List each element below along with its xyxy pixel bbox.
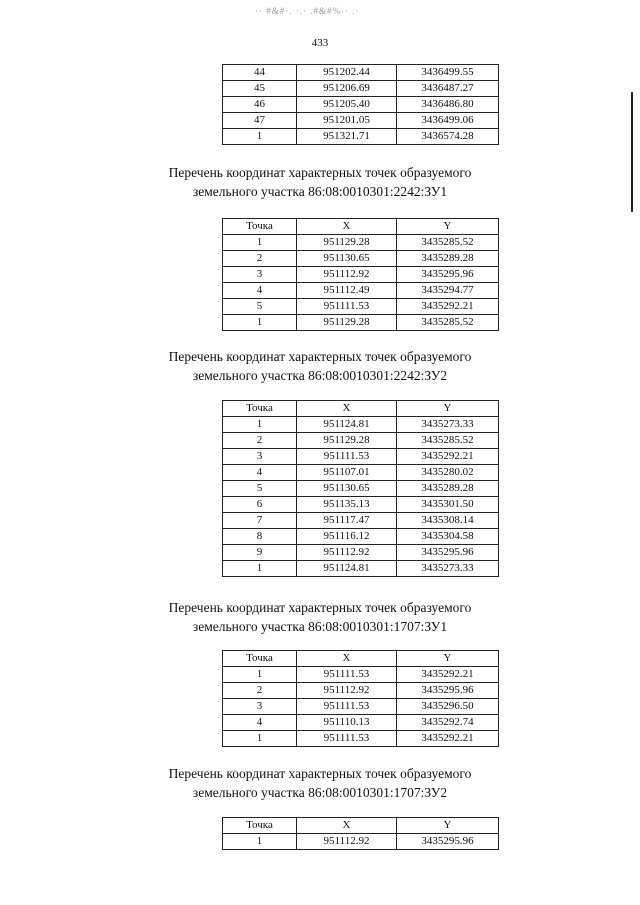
x-cell: 951112.92 bbox=[297, 683, 397, 699]
point-cell: 1 bbox=[223, 731, 297, 747]
x-cell: 951129.28 bbox=[297, 433, 397, 449]
table-row bbox=[223, 667, 499, 683]
point-cell: 1 bbox=[223, 129, 297, 145]
y-cell: 3435280.02 bbox=[397, 465, 499, 481]
x-cell: 951117.47 bbox=[297, 513, 397, 529]
point-cell: 8 bbox=[223, 529, 297, 545]
column-header-x: X bbox=[297, 651, 397, 667]
table-row bbox=[223, 283, 499, 299]
y-cell: 3435304.58 bbox=[397, 529, 499, 545]
table-row bbox=[223, 299, 499, 315]
y-cell: 3435308.14 bbox=[397, 513, 499, 529]
coordinates-table-continued bbox=[222, 64, 499, 145]
column-header-y: Y bbox=[397, 651, 499, 667]
section-title-2242-zu1 bbox=[0, 163, 640, 201]
point-cell: 1 bbox=[223, 315, 297, 331]
point-cell: 9 bbox=[223, 545, 297, 561]
table-row bbox=[223, 267, 499, 283]
table-header-row bbox=[223, 651, 499, 667]
point-cell: 4 bbox=[223, 715, 297, 731]
column-header-y: Y bbox=[397, 219, 499, 235]
section-title-line: Перечень координат характерных точек образуемого bbox=[168, 165, 472, 180]
point-cell: 44 bbox=[223, 65, 297, 81]
x-cell: 951124.81 bbox=[297, 417, 397, 433]
table-row bbox=[223, 834, 499, 850]
column-header-point: Точка bbox=[223, 651, 297, 667]
y-cell: 3435289.28 bbox=[397, 481, 499, 497]
column-header-x: X bbox=[297, 219, 397, 235]
table-row bbox=[223, 715, 499, 731]
coordinates-table-1707-zu2 bbox=[222, 817, 499, 850]
y-cell: 3435292.21 bbox=[397, 667, 499, 683]
x-cell: 951321.71 bbox=[297, 129, 397, 145]
x-cell: 951129.28 bbox=[297, 235, 397, 251]
table-row bbox=[223, 433, 499, 449]
point-cell: 3 bbox=[223, 699, 297, 715]
point-cell: 7 bbox=[223, 513, 297, 529]
y-cell: 3435285.52 bbox=[397, 315, 499, 331]
y-cell: 3435292.21 bbox=[397, 449, 499, 465]
x-cell: 951206.69 bbox=[297, 81, 397, 97]
table-row bbox=[223, 97, 499, 113]
point-cell: 47 bbox=[223, 113, 297, 129]
x-cell: 951112.92 bbox=[297, 267, 397, 283]
point-cell: 3 bbox=[223, 267, 297, 283]
column-header-y: Y bbox=[397, 818, 499, 834]
y-cell: 3435301.50 bbox=[397, 497, 499, 513]
point-cell: 3 bbox=[223, 449, 297, 465]
section-title-line: Перечень координат характерных точек образуемого bbox=[168, 349, 472, 364]
x-cell: 951111.53 bbox=[297, 699, 397, 715]
y-cell: 3436574.28 bbox=[397, 129, 499, 145]
table-row bbox=[223, 65, 499, 81]
x-cell: 951111.53 bbox=[297, 731, 397, 747]
table-row bbox=[223, 545, 499, 561]
column-header-point: Точка bbox=[223, 219, 297, 235]
table-row bbox=[223, 113, 499, 129]
point-cell: 1 bbox=[223, 235, 297, 251]
section-title-2242-zu2 bbox=[0, 347, 640, 385]
point-cell: 1 bbox=[223, 561, 297, 577]
y-cell: 3435295.96 bbox=[397, 267, 499, 283]
point-cell: 2 bbox=[223, 433, 297, 449]
point-cell: 2 bbox=[223, 251, 297, 267]
table-row bbox=[223, 251, 499, 267]
section-title-line: Перечень координат характерных точек образуемого bbox=[168, 600, 472, 615]
point-cell: 1 bbox=[223, 417, 297, 433]
x-cell: 951112.49 bbox=[297, 283, 397, 299]
point-cell: 45 bbox=[223, 81, 297, 97]
y-cell: 3435285.52 bbox=[397, 235, 499, 251]
section-title-line: земельного участка 86:08:0010301:1707:ЗУ1 bbox=[192, 619, 448, 634]
table-row bbox=[223, 529, 499, 545]
scan-header-marks: ·· #&#·. ·.· .#&#%·· .· bbox=[255, 6, 360, 16]
y-cell: 3435273.33 bbox=[397, 417, 499, 433]
point-cell: 5 bbox=[223, 299, 297, 315]
y-cell: 3435289.28 bbox=[397, 251, 499, 267]
x-cell: 951130.65 bbox=[297, 481, 397, 497]
column-header-x: X bbox=[297, 818, 397, 834]
point-cell: 6 bbox=[223, 497, 297, 513]
table-row bbox=[223, 731, 499, 747]
x-cell: 951124.81 bbox=[297, 561, 397, 577]
table-row bbox=[223, 683, 499, 699]
y-cell: 3435285.52 bbox=[397, 433, 499, 449]
y-cell: 3435294.77 bbox=[397, 283, 499, 299]
table-row bbox=[223, 465, 499, 481]
coordinates-table-2242-zu2 bbox=[222, 400, 499, 577]
point-cell: 4 bbox=[223, 283, 297, 299]
coordinates-table-1707-zu1 bbox=[222, 650, 499, 747]
y-cell: 3435292.74 bbox=[397, 715, 499, 731]
point-cell: 2 bbox=[223, 683, 297, 699]
table-row bbox=[223, 417, 499, 433]
x-cell: 951111.53 bbox=[297, 449, 397, 465]
x-cell: 951111.53 bbox=[297, 667, 397, 683]
point-cell: 1 bbox=[223, 667, 297, 683]
table-row bbox=[223, 513, 499, 529]
x-cell: 951112.92 bbox=[297, 545, 397, 561]
y-cell: 3436499.06 bbox=[397, 113, 499, 129]
table-row bbox=[223, 81, 499, 97]
y-cell: 3435295.96 bbox=[397, 834, 499, 850]
column-header-point: Точка bbox=[223, 401, 297, 417]
coordinates-table-2242-zu1 bbox=[222, 218, 499, 331]
x-cell: 951130.65 bbox=[297, 251, 397, 267]
column-header-point: Точка bbox=[223, 818, 297, 834]
section-title-line: земельного участка 86:08:0010301:2242:ЗУ1 bbox=[192, 184, 448, 199]
column-header-y: Y bbox=[397, 401, 499, 417]
y-cell: 3436499.55 bbox=[397, 65, 499, 81]
point-cell: 1 bbox=[223, 834, 297, 850]
point-cell: 4 bbox=[223, 465, 297, 481]
y-cell: 3435292.21 bbox=[397, 299, 499, 315]
section-title-line: земельного участка 86:08:0010301:1707:ЗУ2 bbox=[192, 785, 448, 800]
table-row bbox=[223, 497, 499, 513]
section-title-line: Перечень координат характерных точек образуемого bbox=[168, 766, 472, 781]
x-cell: 951201.05 bbox=[297, 113, 397, 129]
y-cell: 3435273.33 bbox=[397, 561, 499, 577]
table-header-row bbox=[223, 401, 499, 417]
x-cell: 951112.92 bbox=[297, 834, 397, 850]
table-row bbox=[223, 129, 499, 145]
table-row bbox=[223, 699, 499, 715]
column-header-x: X bbox=[297, 401, 397, 417]
x-cell: 951111.53 bbox=[297, 299, 397, 315]
x-cell: 951202.44 bbox=[297, 65, 397, 81]
section-title-1707-zu1 bbox=[0, 598, 640, 636]
table-row bbox=[223, 449, 499, 465]
section-title-line: земельного участка 86:08:0010301:2242:ЗУ2 bbox=[192, 368, 448, 383]
y-cell: 3435292.21 bbox=[397, 731, 499, 747]
table-row bbox=[223, 315, 499, 331]
x-cell: 951135.13 bbox=[297, 497, 397, 513]
table-header-row bbox=[223, 219, 499, 235]
x-cell: 951129.28 bbox=[297, 315, 397, 331]
point-cell: 5 bbox=[223, 481, 297, 497]
x-cell: 951116.12 bbox=[297, 529, 397, 545]
section-title-1707-zu2 bbox=[0, 764, 640, 802]
x-cell: 951107.01 bbox=[297, 465, 397, 481]
y-cell: 3435295.96 bbox=[397, 545, 499, 561]
table-row bbox=[223, 561, 499, 577]
page-number: 433 bbox=[311, 37, 329, 49]
table-row bbox=[223, 481, 499, 497]
y-cell: 3435295.96 bbox=[397, 683, 499, 699]
point-cell: 46 bbox=[223, 97, 297, 113]
y-cell: 3436487.27 bbox=[397, 81, 499, 97]
y-cell: 3435296.50 bbox=[397, 699, 499, 715]
y-cell: 3436486.80 bbox=[397, 97, 499, 113]
x-cell: 951110.13 bbox=[297, 715, 397, 731]
x-cell: 951205.40 bbox=[297, 97, 397, 113]
table-row bbox=[223, 235, 499, 251]
table-header-row bbox=[223, 818, 499, 834]
